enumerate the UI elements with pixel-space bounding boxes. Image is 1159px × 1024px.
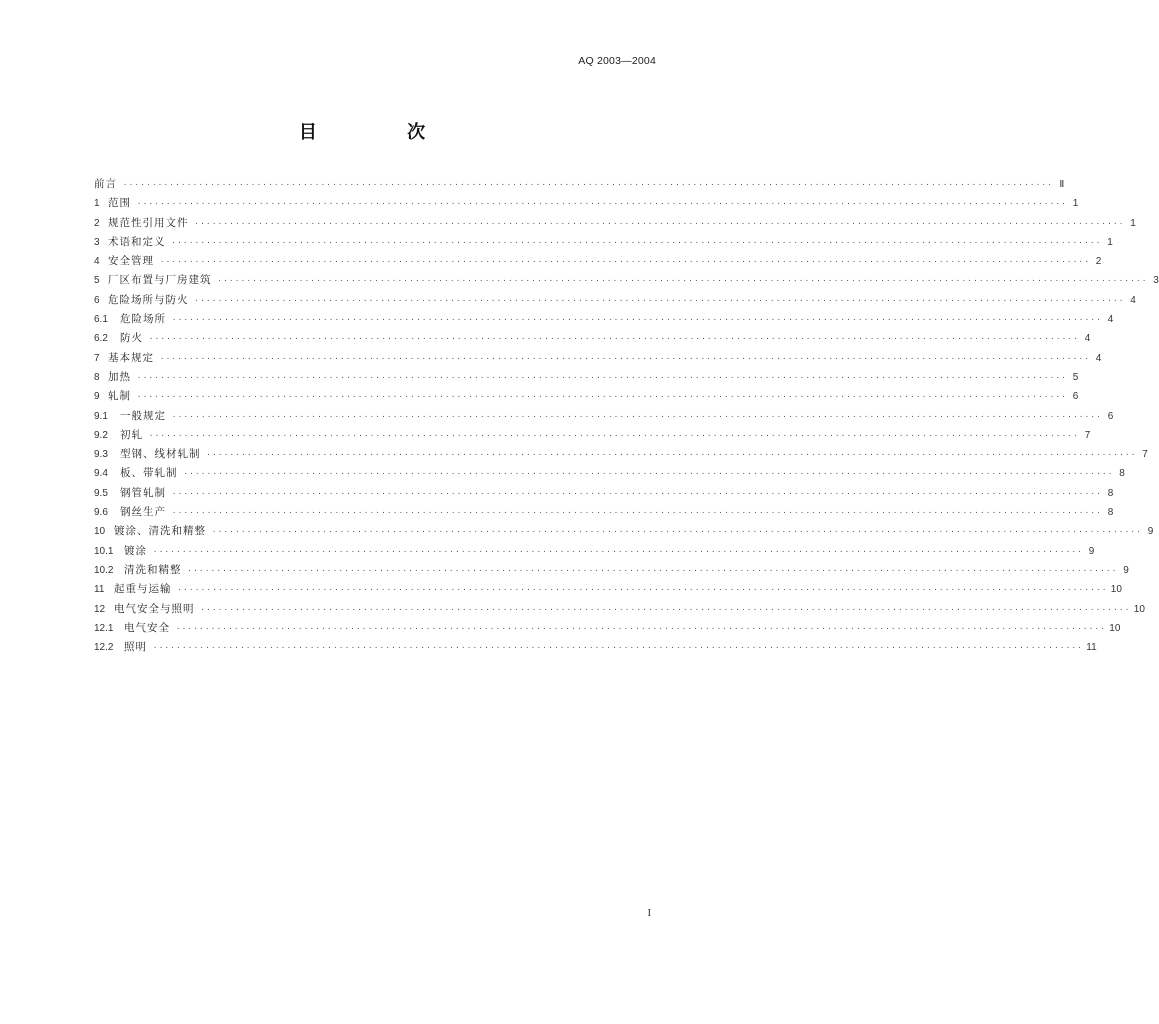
toc-entry-page: 7 [1142, 449, 1148, 461]
toc-entry[interactable] [94, 619, 1121, 638]
toc-entry-number: 9.5 [94, 487, 108, 499]
toc-entry[interactable] [94, 580, 1122, 599]
dot-leader: ································································································································································ [194, 219, 1125, 228]
toc-entry[interactable] [94, 233, 1113, 252]
dot-leader: ································································································································································ [149, 431, 1080, 440]
toc-entry[interactable] [94, 407, 1114, 426]
toc-entry-page: 9 [1088, 545, 1095, 557]
toc-entry-title: 镀涂、清洗和精整 [114, 525, 206, 538]
toc-entry-number: 12.1 [94, 622, 114, 634]
toc-entry-number: 12.2 [94, 642, 114, 654]
toc-entry-page: 4 [1130, 294, 1136, 306]
toc-entry[interactable] [94, 310, 1114, 329]
table-of-contents [94, 175, 1159, 657]
toc-entry[interactable] [94, 600, 1145, 619]
toc-entry-title: 危险场所与防火 [108, 293, 189, 306]
toc-entry-number: 6.1 [94, 314, 108, 326]
toc-entry-page: 4 [1084, 333, 1091, 345]
toc-entry[interactable] [94, 464, 1125, 483]
toc-entry[interactable] [94, 329, 1091, 348]
toc-entry-title: 型钢、线材轧制 [120, 448, 201, 461]
toc-entry-title: 前言 [94, 178, 117, 190]
toc-entry-title: 轧制 [108, 390, 131, 403]
toc-entry-page: 7 [1084, 429, 1091, 441]
toc-entry-page: 4 [1095, 352, 1102, 364]
toc-entry-number: 9.4 [94, 468, 108, 480]
toc-entry-number: 9.3 [94, 449, 108, 461]
toc-entry-title: 危险场所 [120, 313, 166, 326]
toc-entry-title: 术语和定义 [108, 235, 166, 248]
toc-entry[interactable] [94, 175, 1065, 194]
toc-entry-number: 11 [94, 584, 105, 596]
dot-leader: ································································································································································ [171, 238, 1102, 247]
toc-entry-title: 电气安全 [124, 621, 170, 634]
dot-leader: ································································································································································ [137, 393, 1068, 402]
dot-leader: ································································································································································ [153, 644, 1084, 653]
toc-entry-title: 钢管轧制 [120, 486, 166, 499]
toc-entry-number: 12 [94, 603, 106, 615]
toc-entry-page: 6 [1107, 410, 1114, 422]
dot-leader: ································································································································································ [172, 412, 1103, 421]
dot-leader: ································································································································································ [153, 547, 1084, 556]
toc-entry-number: 10 [94, 526, 106, 538]
toc-entry[interactable] [94, 561, 1129, 580]
dot-leader: ································································································································································ [172, 316, 1103, 325]
dot-leader: ································································································································································ [206, 451, 1137, 460]
dot-leader: ································································································································································ [187, 566, 1118, 575]
toc-entry-page: 1 [1072, 198, 1079, 210]
dot-leader: ································································································································································ [123, 181, 1054, 189]
toc-entry-number: 5 [94, 275, 100, 287]
toc-entry-title: 起重与运输 [114, 583, 172, 596]
toc-entry[interactable] [94, 214, 1136, 233]
dot-leader: ································································································································································ [149, 335, 1080, 344]
toc-entry-number: 10.1 [94, 545, 114, 557]
toc-entry-page: 8 [1107, 507, 1114, 519]
toc-entry-page: 10 [1133, 603, 1145, 615]
toc-entry-page: 2 [1095, 256, 1102, 268]
standard-code: AQ 2003—2004 [578, 55, 656, 67]
dot-leader: ································································································································································ [176, 624, 1107, 633]
toc-entry-number: 6 [94, 294, 100, 306]
toc-entry-number: 9.6 [94, 507, 108, 519]
toc-entry[interactable] [94, 426, 1091, 445]
toc-entry[interactable] [94, 638, 1097, 657]
toc-entry-page: 6 [1072, 391, 1079, 403]
toc-entry-title: 钢丝生产 [120, 506, 166, 519]
toc-entry[interactable] [94, 271, 1159, 290]
toc-entry-page: 8 [1107, 487, 1114, 499]
toc-entry-number: 10.2 [94, 564, 114, 576]
toc-entry-number: 4 [94, 256, 100, 268]
toc-entry-page: 10 [1110, 584, 1122, 596]
toc-entry-number: 3 [94, 236, 100, 248]
toc-entry-title: 照明 [124, 641, 147, 654]
toc-entry-page: 9 [1147, 526, 1154, 538]
toc-entry-page: 11 [1086, 642, 1097, 654]
toc-entry-title: 电气安全与照明 [114, 602, 195, 615]
toc-entry-number: 9.1 [94, 410, 108, 422]
toc-entry-title: 镀涂 [124, 544, 147, 557]
toc-entry-title: 范围 [108, 197, 131, 210]
toc-entry[interactable] [94, 542, 1095, 561]
toc-entry[interactable] [94, 522, 1154, 541]
toc-entry[interactable] [94, 349, 1102, 368]
dot-leader: ································································································································································ [137, 373, 1068, 382]
toc-entry[interactable] [94, 387, 1079, 406]
toc-entry-page: 5 [1072, 371, 1079, 383]
toc-entry-number: 9.2 [94, 429, 108, 441]
toc-entry-page: Ⅱ [1059, 179, 1065, 190]
toc-entry-number: 2 [94, 217, 100, 229]
dot-leader: ································································································································································ [160, 354, 1091, 363]
toc-entry-page: 4 [1107, 314, 1114, 326]
toc-entry-title: 加热 [108, 370, 131, 383]
page-title: 目 次 [298, 122, 468, 143]
dot-leader: ································································································································································ [137, 200, 1068, 209]
dot-leader: ································································································································································ [177, 586, 1108, 595]
toc-entry-title: 厂区布置与厂房建筑 [108, 274, 212, 287]
toc-entry[interactable] [94, 503, 1114, 522]
toc-entry-page: 3 [1153, 275, 1159, 287]
dot-leader: ································································································································································ [183, 470, 1114, 479]
dot-leader: ································································································································································ [172, 509, 1103, 518]
toc-entry[interactable] [94, 445, 1148, 464]
toc-entry-number: 6.2 [94, 333, 108, 345]
toc-entry-title: 安全管理 [108, 255, 154, 268]
dot-leader: ································································································································································ [217, 277, 1148, 286]
toc-entry-number: 8 [94, 371, 100, 383]
toc-entry-title: 一般规定 [120, 409, 166, 422]
toc-entry[interactable] [94, 291, 1136, 310]
toc-entry-title: 防火 [120, 332, 143, 345]
toc-entry-number: 9 [94, 391, 100, 403]
toc-entry-title: 初轧 [120, 428, 143, 441]
toc-entry[interactable] [94, 484, 1114, 503]
toc-entry-page: 1 [1130, 217, 1136, 229]
toc-entry-number: 1 [94, 198, 100, 210]
toc-entry-title: 清洗和精整 [124, 563, 182, 576]
dot-leader: ································································································································································ [200, 605, 1131, 614]
dot-leader: ································································································································································ [194, 296, 1125, 305]
toc-entry-page: 1 [1107, 236, 1113, 248]
dot-leader: ································································································································································ [212, 528, 1143, 537]
dot-leader: ································································································································································ [160, 258, 1091, 267]
toc-entry-page: 10 [1109, 622, 1121, 634]
toc-entry[interactable] [94, 368, 1079, 387]
dot-leader: ································································································································································ [172, 489, 1103, 498]
toc-entry-number: 7 [94, 352, 100, 364]
toc-entry-title: 规范性引用文件 [108, 216, 189, 229]
toc-entry[interactable] [94, 194, 1079, 213]
toc-entry-title: 板、带轧制 [120, 467, 178, 480]
toc-entry[interactable] [94, 252, 1102, 271]
toc-entry-title: 基本规定 [108, 351, 154, 364]
page-number: I [647, 908, 651, 919]
toc-entry-page: 8 [1119, 468, 1125, 480]
toc-entry-page: 9 [1123, 564, 1129, 576]
